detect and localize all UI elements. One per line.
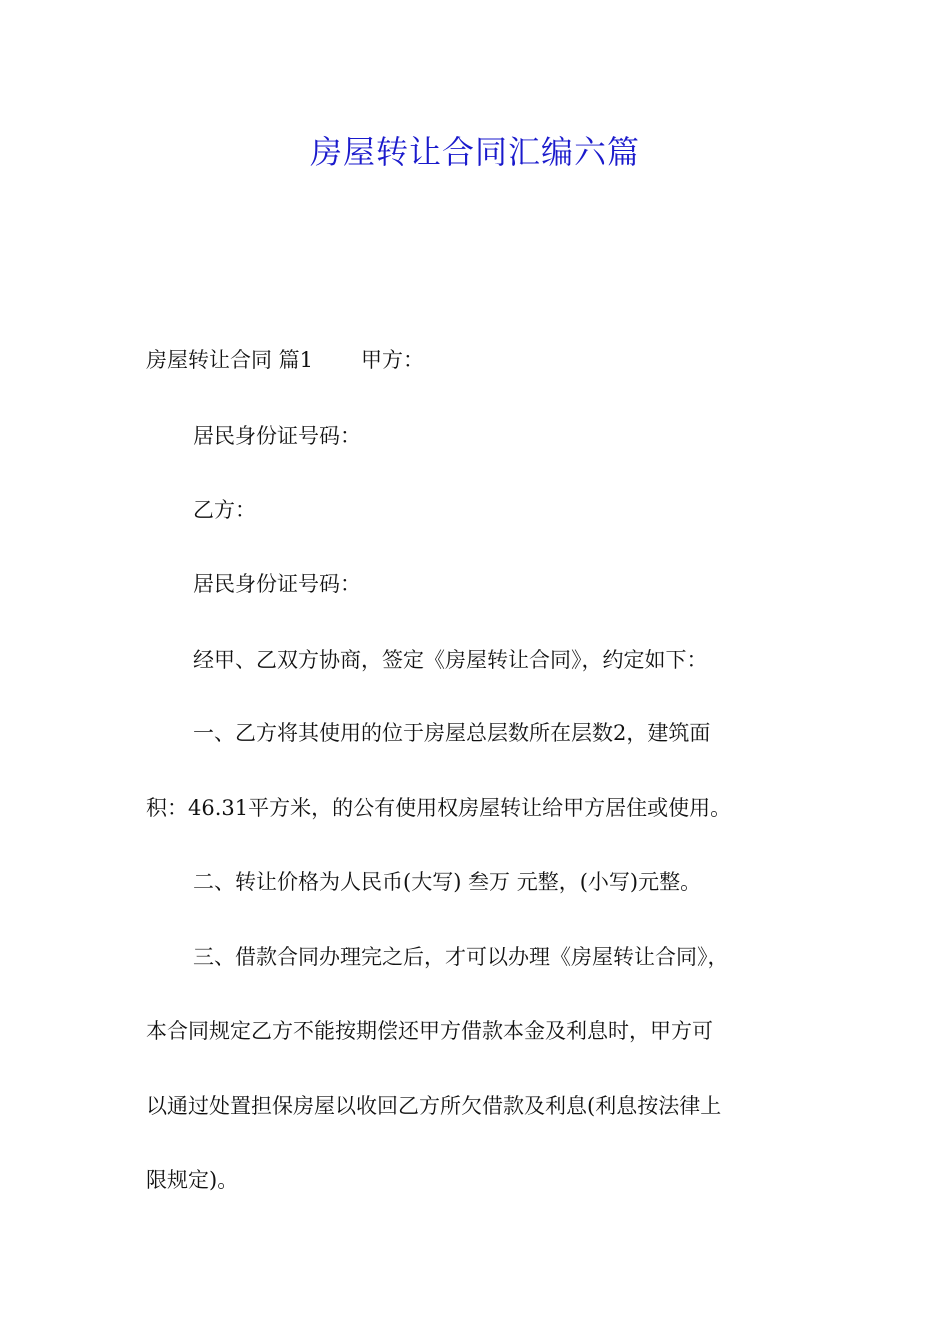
agreement-intro: 经甲、乙双方协商，签定《房屋转让合同》，约定如下： <box>193 648 708 672</box>
clause-3-line-3: 以通过处置担保房屋以收回乙方所欠借款及利息(利息按法律上 <box>146 1094 722 1118</box>
document-title: 房屋转让合同汇编六篇 <box>309 133 640 171</box>
clause-1-line-2: 积：46.31平方米，的公有使用权房屋转让给甲方居住或使用。 <box>146 796 732 820</box>
section-heading <box>146 345 424 375</box>
party-a-label: 甲方： <box>361 348 425 372</box>
clause-3-line-2: 本合同规定乙方不能按期偿还甲方借款本金及利息时，甲方可 <box>146 1019 713 1043</box>
clause-3-line-4: 限规定)。 <box>146 1168 239 1192</box>
party-a-id-line: 居民身份证号码： <box>193 424 361 448</box>
party-b-id-line: 居民身份证号码： <box>193 572 361 596</box>
clause-1-line-1: 一、乙方将其使用的位于房屋总层数所在层数2，建筑面 <box>193 721 711 745</box>
party-b-line: 乙方： <box>193 498 256 522</box>
clause-2: 二、转让价格为人民币(大写) 叁万 元整，(小写)元整。 <box>193 870 702 894</box>
clause-3-line-1: 三、借款合同办理完之后，才可以办理《房屋转让合同》， <box>193 945 729 969</box>
section-heading-label: 房屋转让合同 篇1 <box>146 348 314 372</box>
